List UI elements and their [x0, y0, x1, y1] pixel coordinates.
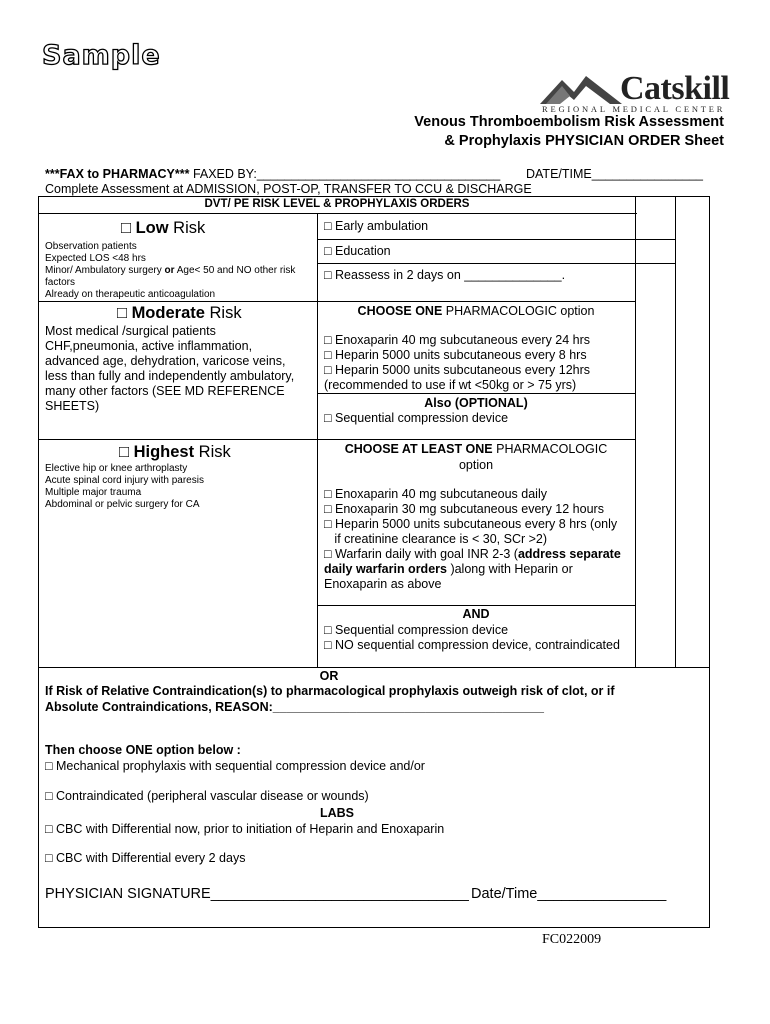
- cbc-2days-option[interactable]: □ CBC with Differential every 2 days: [45, 851, 246, 865]
- low-risk-checkbox[interactable]: □: [121, 219, 131, 237]
- order-table: [38, 196, 710, 928]
- and-heading: AND: [462, 607, 490, 621]
- low-risk-label[interactable]: □ Low Risk: [121, 219, 206, 237]
- moderate-option[interactable]: □ Enoxaparin 40 mg subcutaneous every 24 hrs: [324, 333, 591, 347]
- moderate-item: Most medical /surgical patients: [45, 324, 216, 338]
- also-optional-heading: Also (OPTIONAL): [424, 396, 528, 410]
- cbc-now-option[interactable]: □ CBC with Differential now, prior to initiation of Heparin and Enoxaparin: [45, 822, 445, 836]
- sample-watermark: Sample: [42, 40, 161, 71]
- highest-choose-option: option: [458, 458, 494, 472]
- signature-datetime-field[interactable]: Date/Time________________: [471, 886, 667, 902]
- moderate-item: less than fully and independently ambulatory,: [45, 369, 295, 383]
- logo-name: Catskill: [620, 70, 730, 107]
- low-item: Minor/ Ambulatory surgery or Age< 50 and NO other risk: [45, 265, 296, 276]
- moderate-risk-label[interactable]: □ Moderate Risk: [117, 304, 242, 322]
- order-early-ambulation[interactable]: □ Early ambulation: [324, 219, 429, 233]
- moderate-item: SHEETS): [45, 399, 100, 413]
- order-education[interactable]: □ Education: [324, 244, 391, 258]
- highest-risk-checkbox[interactable]: □: [119, 443, 129, 461]
- highest-and-option[interactable]: □ NO sequential compression device, contraindicated: [324, 638, 620, 652]
- then-choose-heading: Then choose ONE option below :: [45, 743, 241, 757]
- moderate-option[interactable]: □ Heparin 5000 units subcutaneous every 8 hrs: [324, 348, 587, 362]
- highest-option[interactable]: □ Heparin 5000 units subcutaneous every 8 hrs (only: [324, 517, 618, 531]
- highest-risk-label[interactable]: □ Highest Risk: [119, 443, 231, 461]
- low-item: Observation patients: [45, 241, 137, 252]
- mechanical-option[interactable]: □ Mechanical prophylaxis with sequential compression device and/or: [45, 759, 425, 773]
- faxed-by-field[interactable]: FAXED BY:___________________________________: [189, 167, 501, 181]
- highest-option[interactable]: □ Enoxaparin 40 mg subcutaneous daily: [324, 487, 547, 501]
- datetime-field[interactable]: DATE/TIME________________: [526, 167, 703, 181]
- highest-warfarin-detail: daily warfarin orders )along with Heparin or: [324, 562, 573, 576]
- labs-heading: LABS: [319, 806, 355, 820]
- moderate-item: CHF,pneumonia, active inflammation,: [45, 339, 253, 353]
- highest-warfarin-detail: Enoxaparin as above: [324, 577, 442, 591]
- highest-and-option[interactable]: □ Sequential compression device: [324, 623, 509, 637]
- mountain-logo-icon: [540, 74, 622, 108]
- highest-option-note: if creatinine clearance is < 30, SCr >2): [324, 532, 548, 546]
- form-code: FC022009: [542, 932, 602, 947]
- moderate-sequential[interactable]: □ Sequential compression device: [324, 411, 509, 425]
- page-title-line1: Venous Thromboembolism Risk Assessment: [414, 114, 724, 130]
- low-item: Already on therapeutic anticoagulation: [45, 289, 216, 300]
- logo-subtitle: REGIONAL MEDICAL CENTER: [542, 104, 726, 114]
- moderate-option-note: (recommended to use if wt <50kg or > 75 yrs): [324, 378, 577, 392]
- moderate-risk-checkbox[interactable]: □: [117, 304, 127, 322]
- catskill-logo: [540, 72, 730, 116]
- highest-option[interactable]: □ Enoxaparin 30 mg subcutaneous every 12 hours: [324, 502, 604, 516]
- physician-signature-field[interactable]: PHYSICIAN SIGNATURE________________________________: [45, 886, 469, 902]
- moderate-choose-heading: CHOOSE ONE PHARMACOLOGIC option: [357, 304, 595, 318]
- highest-item: Abdominal or pelvic surgery for CA: [45, 499, 200, 510]
- highest-choose-heading: CHOOSE AT LEAST ONE PHARMACOLOGIC: [344, 442, 608, 456]
- low-item: factors: [45, 277, 76, 288]
- or-heading: OR: [319, 669, 339, 683]
- complete-assessment-note: Complete Assessment at ADMISSION, POST-OP, TRANSFER TO CCU & DISCHARGE: [45, 182, 532, 196]
- page-title-line2: & Prophylaxis PHYSICIAN ORDER Sheet: [444, 133, 724, 149]
- moderate-item: advanced age, dehydration, varicose veins,: [45, 354, 286, 368]
- moderate-item: many other factors (SEE MD REFERENCE: [45, 384, 285, 398]
- contraindication-text: If Risk of Relative Contraindication(s) to pharmacological prophylaxis outweigh risk of clot, or if: [45, 684, 615, 698]
- contraindicated-option[interactable]: □ Contraindicated (peripheral vascular disease or wounds): [45, 789, 369, 803]
- fax-to-pharmacy: ***FAX to PHARMACY***: [45, 167, 190, 181]
- moderate-option[interactable]: □ Heparin 5000 units subcutaneous every 12hrs: [324, 363, 591, 377]
- risk-banner: DVT/ PE RISK LEVEL & PROPHYLAXIS ORDERS: [204, 198, 470, 210]
- highest-item: Acute spinal cord injury with paresis: [45, 475, 204, 486]
- contraindication-reason[interactable]: Absolute Contraindications, REASON:_______________________________________: [45, 700, 544, 714]
- low-item: Expected LOS <48 hrs: [45, 253, 146, 264]
- highest-warfarin-option[interactable]: □ Warfarin daily with goal INR 2-3 (address separate: [324, 547, 621, 561]
- fax-line: [45, 167, 500, 181]
- highest-item: Elective hip or knee arthroplasty: [45, 463, 188, 474]
- order-reassess[interactable]: □ Reassess in 2 days on ______________.: [324, 268, 566, 282]
- highest-item: Multiple major trauma: [45, 487, 142, 498]
